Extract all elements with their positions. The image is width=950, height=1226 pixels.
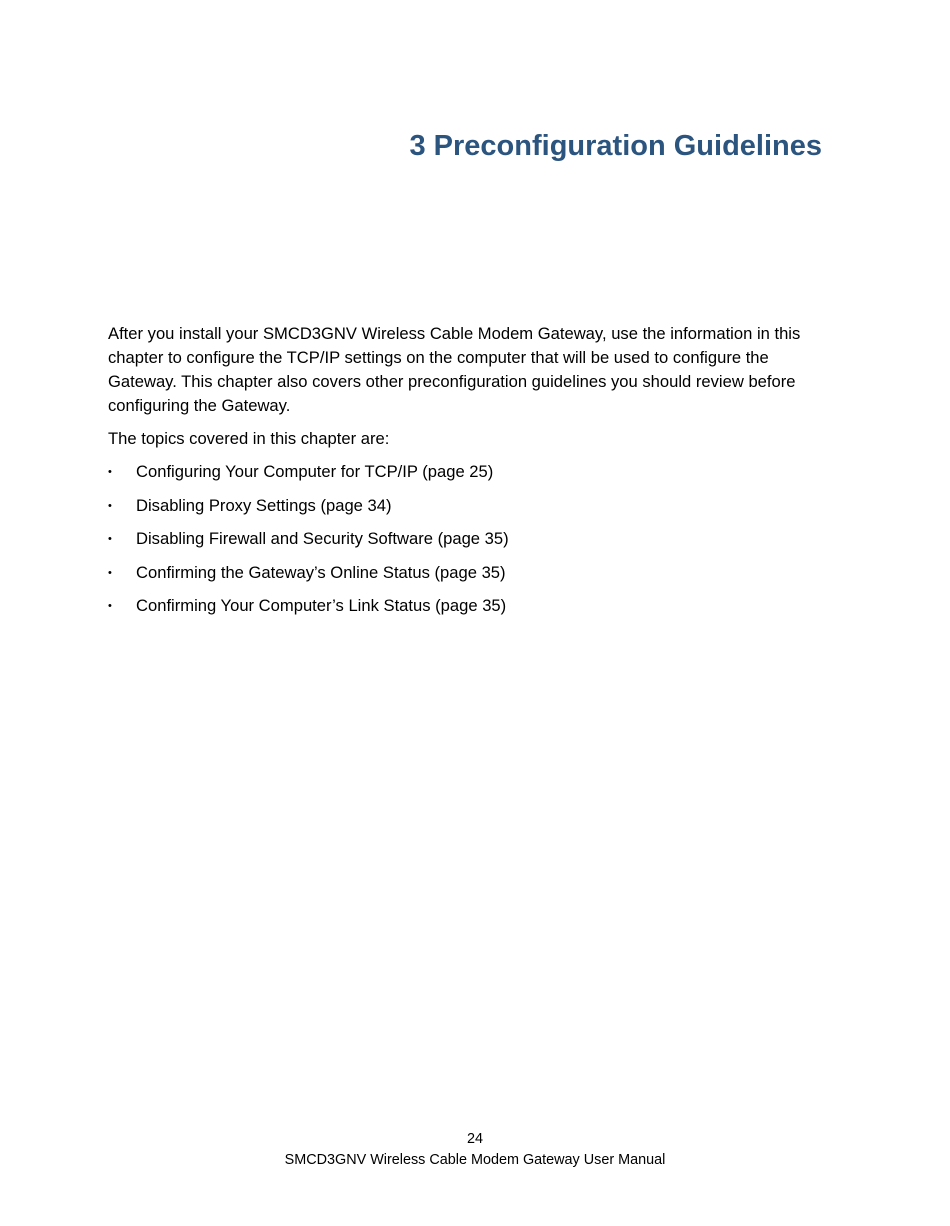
bullet-icon: • [108, 600, 112, 612]
intro-paragraph: After you install your SMCD3GNV Wireless Cable Modem Gateway, use the information in this chapter to configure the TCP/IP settings on the computer that will be used to configure the Gateway. This chapter also covers other preconfiguration guidelines you should review before configuring the Gateway. [108, 324, 801, 415]
topic-label: Disabling Firewall and Security Software (page 35) [136, 529, 509, 548]
topic-label: Confirming Your Computer’s Link Status (page 35) [136, 596, 507, 615]
topic-item-online-status [108, 561, 828, 585]
topic-item-proxy [108, 494, 828, 518]
topic-list [108, 460, 828, 618]
topic-item-firewall [108, 527, 828, 551]
topic-item-link-status [108, 594, 828, 618]
topic-item-tcpip [108, 460, 828, 484]
chapter-title: 3 Preconfiguration Guidelines [409, 130, 822, 162]
bullet-icon: • [108, 533, 112, 545]
bullet-icon: • [108, 566, 112, 579]
topics-lead-paragraph: The topics covered in this chapter are: [108, 429, 390, 448]
bullet-icon: • [108, 499, 112, 512]
topic-label: Disabling Proxy Settings (page 34) [136, 495, 392, 515]
bullet-icon: • [108, 466, 112, 478]
page-number: 24 [466, 1131, 483, 1147]
topic-label: Configuring Your Computer for TCP/IP (page 25) [136, 462, 494, 481]
topic-label: Confirming the Gateway’s Online Status (page 35) [136, 562, 506, 582]
chapter-body [108, 322, 828, 628]
manual-title-footer: SMCD3GNV Wireless Cable Modem Gateway User Manual [284, 1152, 666, 1168]
